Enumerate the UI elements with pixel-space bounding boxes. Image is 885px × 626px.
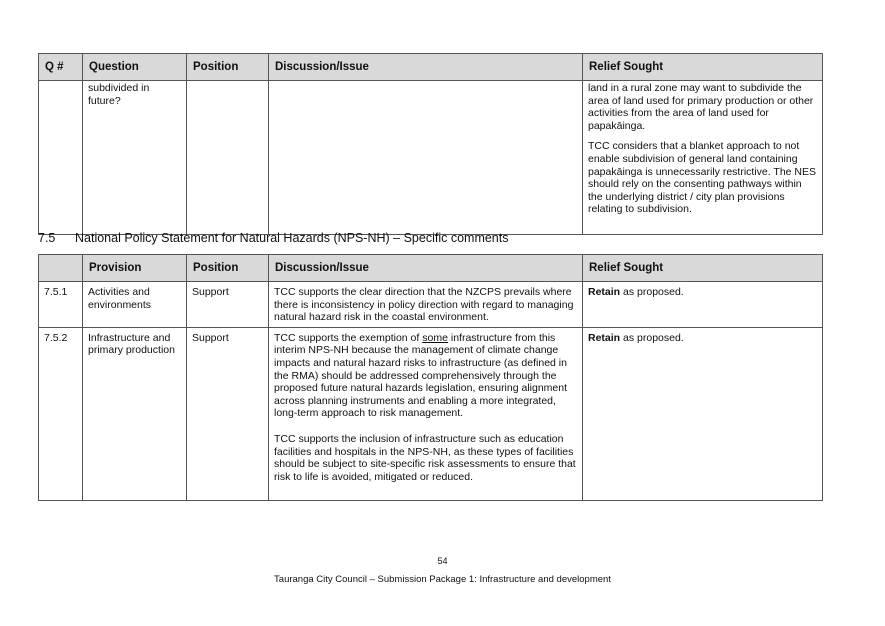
relief-text: as proposed. xyxy=(620,331,684,344)
col-header-relief: Relief Sought xyxy=(583,54,823,81)
table-row xyxy=(39,282,823,328)
col-header-provision: Provision xyxy=(83,255,187,282)
page-footer: Tauranga City Council – Submission Package 1: Infrastructure and development xyxy=(274,574,611,585)
col-header-discussion: Discussion/Issue xyxy=(269,255,583,282)
section-number: 7.5 xyxy=(38,231,56,245)
relief-keyword: Retain xyxy=(588,286,621,298)
col-header-question: Question xyxy=(83,54,187,81)
position-cell xyxy=(187,81,269,235)
discussion-text: TCC supports the exemption of xyxy=(274,331,423,344)
provision-cell: Activities and environments xyxy=(83,282,187,328)
relief-text: as proposed. xyxy=(620,286,684,298)
col-header-id xyxy=(39,255,83,282)
col-header-discussion: Discussion/Issue xyxy=(269,54,583,81)
submission-table-continued xyxy=(38,53,823,235)
col-header-q: Q # xyxy=(39,54,83,81)
id-cell: 7.5.2 xyxy=(39,327,83,500)
section-title: National Policy Statement for Natural Hazards (NPS-NH) – Specific comments xyxy=(75,231,509,245)
position-cell: Support xyxy=(187,327,269,500)
col-header-position: Position xyxy=(187,255,269,282)
col-header-position: Position xyxy=(187,54,269,81)
discussion-cell: TCC supports the clear direction that the NZCPS prevails where there is inconsistency in policy direction with regard to managing natural hazard risk in the coastal environment. xyxy=(269,282,583,328)
position-cell: Support xyxy=(187,282,269,328)
section-heading xyxy=(38,231,508,245)
q-cell xyxy=(39,81,83,235)
table-header-row xyxy=(39,54,823,81)
discussion-paragraph: TCC supports the inclusion of infrastructure such as education facilities and hospitals in the NPS-NH, as these types of facilities should be subject to site-specific risk assessments to ensure that risk to life is avoided, mitigated or reduced. xyxy=(274,432,576,483)
provision-cell: Infrastructure and primary production xyxy=(83,327,187,500)
nps-nh-comments-table xyxy=(38,254,823,501)
relief-keyword: Retain xyxy=(588,331,621,344)
col-header-relief: Relief Sought xyxy=(583,255,823,282)
id-cell: 7.5.1 xyxy=(39,282,83,328)
discussion-cell xyxy=(269,81,583,235)
discussion-text: infrastructure from this interim NPS-NH because the management of climate change impacts and natural hazard risks to infrastructure (as defined in the RMA) should be addressed comprehensively through the proposed future natural hazards legislation, ensuring alignment across planning instruments and enabling a more integrated, long-term approach to risk management. xyxy=(274,331,568,420)
discussion-cell xyxy=(269,327,583,500)
underlined-word: some xyxy=(422,331,448,344)
table-header-row xyxy=(39,255,823,282)
relief-cell xyxy=(583,81,823,235)
discussion-paragraph xyxy=(274,332,577,420)
relief-cell xyxy=(583,282,823,328)
table-row xyxy=(39,81,823,235)
relief-paragraph: land in a rural zone may want to subdivide the area of land used for primary production or other activities from the area of land used for papakāinga. xyxy=(588,82,814,132)
relief-cell xyxy=(583,327,823,500)
relief-paragraph: TCC considers that a blanket approach to not enable subdivision of general land containing papakāinga is unnecessarily restrictive. The NES should rely on the consenting pathways within the underlying district / city plan provisions relating to subdivision. xyxy=(588,140,817,216)
question-cell: subdivided in future? xyxy=(83,81,187,235)
table-row xyxy=(39,327,823,500)
page-number: 54 xyxy=(437,556,448,566)
